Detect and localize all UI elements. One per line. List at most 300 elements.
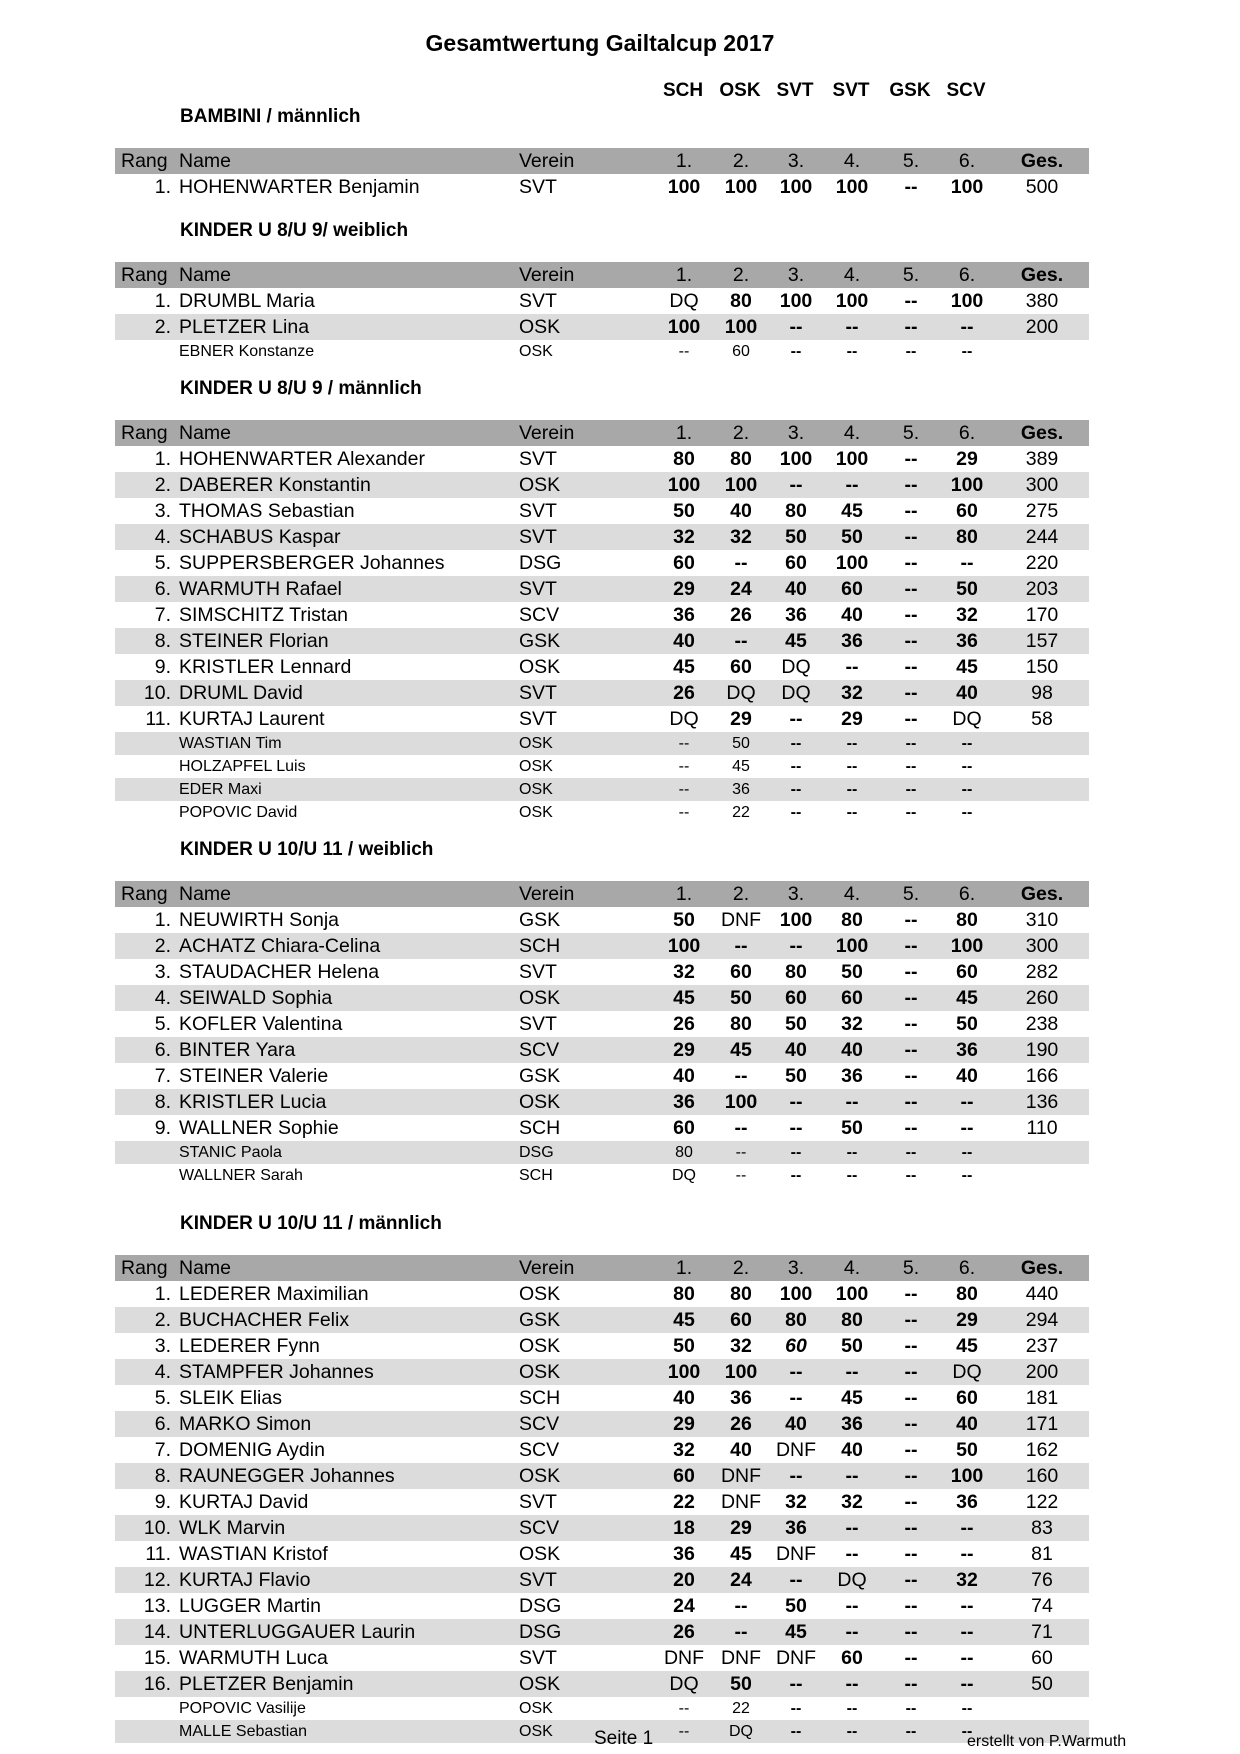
- column-header-race: 3.: [787, 264, 805, 286]
- result-cell: --: [961, 1167, 973, 1184]
- result-cell: --: [905, 1723, 917, 1740]
- total-cell: 98: [1031, 682, 1053, 704]
- result-cell: 100: [779, 176, 813, 198]
- page-number: Seite 1: [594, 1728, 654, 1749]
- table-row: [115, 706, 1089, 732]
- total-cell: 60: [1031, 1647, 1053, 1669]
- column-header-race: 6.: [958, 264, 976, 286]
- result-cell: 100: [835, 290, 869, 312]
- column-header-total: Ges.: [1020, 422, 1064, 444]
- result-cell: --: [960, 1091, 974, 1113]
- column-header-club: Verein: [519, 1257, 575, 1279]
- total-cell: 220: [1025, 552, 1059, 574]
- result-cell: --: [904, 1543, 918, 1565]
- result-cell: 36: [956, 1039, 978, 1061]
- column-header-race: 6.: [958, 1257, 976, 1279]
- venue-label: SCV: [946, 80, 986, 101]
- name-cell: BUCHACHER Felix: [179, 1309, 350, 1331]
- column-header-race: 5.: [902, 1257, 920, 1279]
- result-cell: 100: [835, 1283, 869, 1305]
- column-header-race: 4.: [843, 150, 861, 172]
- club-cell: GSK: [519, 1309, 561, 1331]
- name-cell: SUPPERSBERGER Johannes: [179, 552, 445, 574]
- name-cell: MALLE Sebastian: [179, 1723, 308, 1740]
- rank-cell: 6.: [154, 578, 171, 600]
- club-cell: OSK: [519, 735, 553, 752]
- unranked-row: [115, 340, 1089, 363]
- column-header-rank: Rang: [121, 264, 168, 286]
- result-cell: --: [790, 343, 802, 360]
- result-cell: 29: [956, 1309, 978, 1331]
- result-cell: --: [904, 1465, 918, 1487]
- total-cell: 160: [1025, 1465, 1059, 1487]
- result-cell: DQ: [837, 1569, 867, 1591]
- result-cell: --: [789, 474, 803, 496]
- rank-cell: 3.: [154, 961, 171, 983]
- result-cell: --: [789, 1465, 803, 1487]
- table-row: [115, 446, 1089, 472]
- result-cell: 32: [956, 1569, 978, 1591]
- name-cell: KURTAJ Laurent: [179, 708, 325, 730]
- name-cell: HOLZAPFEL Luis: [179, 758, 306, 775]
- result-cell: 60: [730, 961, 752, 983]
- column-header-race: 5.: [902, 422, 920, 444]
- page-title: Gesamtwertung Gailtalcup 2017: [425, 30, 775, 56]
- result-cell: DNF: [775, 1543, 817, 1565]
- result-cell: --: [846, 781, 858, 798]
- result-cell: --: [734, 630, 748, 652]
- category-title: KINDER U 10/U 11 / weiblich: [180, 839, 434, 860]
- name-cell: DRUMBL Maria: [179, 290, 315, 312]
- result-cell: 80: [785, 1309, 807, 1331]
- column-header-race: 3.: [787, 883, 805, 905]
- name-cell: KOFLER Valentina: [179, 1013, 343, 1035]
- author-note: erstellt von P.Warmuth: [967, 1733, 1127, 1750]
- column-header-race: 6.: [958, 150, 976, 172]
- club-cell: SVT: [519, 290, 557, 312]
- column-header-name: Name: [179, 883, 232, 905]
- unranked-row: [115, 755, 1089, 778]
- column-header-total: Ges.: [1020, 883, 1064, 905]
- rank-cell: 11.: [145, 708, 171, 730]
- total-cell: 300: [1025, 474, 1059, 496]
- result-cell: --: [904, 656, 918, 678]
- result-cell: 45: [732, 758, 750, 775]
- table-row: [115, 680, 1089, 706]
- result-cell: 50: [841, 961, 863, 983]
- result-cell: 100: [835, 176, 869, 198]
- result-cell: 20: [673, 1569, 695, 1591]
- table-row: [115, 1671, 1089, 1697]
- name-cell: WALLNER Sophie: [179, 1117, 339, 1139]
- rank-cell: 6.: [154, 1039, 171, 1061]
- result-cell: 22: [732, 804, 750, 821]
- column-header-race: 5.: [902, 264, 920, 286]
- result-cell: --: [904, 909, 918, 931]
- name-cell: EBNER Konstanze: [179, 343, 315, 360]
- column-header-race: 1.: [675, 150, 693, 172]
- club-cell: SCH: [519, 1167, 553, 1184]
- rank-cell: 2.: [154, 935, 171, 957]
- result-cell: 45: [841, 500, 863, 522]
- result-cell: --: [790, 758, 802, 775]
- result-cell: 36: [956, 630, 978, 652]
- result-cell: --: [961, 758, 973, 775]
- result-cell: 80: [730, 1283, 752, 1305]
- name-cell: UNTERLUGGAUER Laurin: [179, 1621, 416, 1643]
- rank-cell: 7.: [154, 1439, 171, 1461]
- result-cell: 40: [673, 1065, 695, 1087]
- result-cell: 60: [956, 1387, 978, 1409]
- result-cell: --: [789, 1569, 803, 1591]
- result-cell: --: [905, 781, 917, 798]
- table-row: [115, 1411, 1089, 1437]
- result-cell: 60: [841, 578, 863, 600]
- result-cell: DQ: [781, 682, 811, 704]
- table-row: [115, 1619, 1089, 1645]
- result-cell: 100: [950, 1465, 984, 1487]
- result-cell: 32: [673, 1439, 695, 1461]
- result-cell: 45: [956, 656, 978, 678]
- result-cell: 100: [667, 316, 701, 338]
- result-cell: 100: [667, 474, 701, 496]
- result-cell: --: [905, 758, 917, 775]
- result-cell: 40: [785, 1413, 807, 1435]
- result-cell: --: [904, 1387, 918, 1409]
- total-cell: 166: [1025, 1065, 1059, 1087]
- result-cell: 40: [785, 578, 807, 600]
- result-cell: --: [905, 1700, 917, 1717]
- club-cell: OSK: [519, 343, 553, 360]
- result-cell: --: [904, 290, 918, 312]
- result-cell: --: [904, 1621, 918, 1643]
- result-cell: --: [960, 1595, 974, 1617]
- result-cell: --: [960, 316, 974, 338]
- column-header-name: Name: [179, 150, 232, 172]
- result-cell: --: [789, 1387, 803, 1409]
- result-cell: --: [734, 1065, 748, 1087]
- result-cell: 22: [732, 1700, 750, 1717]
- result-cell: 50: [730, 987, 752, 1009]
- result-cell: --: [905, 735, 917, 752]
- unranked-row: [115, 778, 1089, 801]
- column-header-race: 2.: [732, 150, 750, 172]
- result-cell: --: [678, 1723, 690, 1740]
- result-cell: 100: [835, 552, 869, 574]
- result-cell: --: [904, 578, 918, 600]
- result-cell: --: [904, 1013, 918, 1035]
- column-header-rank: Rang: [121, 150, 168, 172]
- result-cell: 36: [841, 630, 863, 652]
- result-cell: --: [905, 1144, 917, 1161]
- result-cell: 40: [841, 1039, 863, 1061]
- column-header-race: 5.: [902, 883, 920, 905]
- result-cell: --: [904, 500, 918, 522]
- table-row: [115, 1281, 1089, 1307]
- rank-cell: 9.: [154, 1491, 171, 1513]
- result-cell: 45: [730, 1039, 752, 1061]
- unranked-row: [115, 1141, 1089, 1164]
- table-row: [115, 576, 1089, 602]
- result-cell: DNF: [775, 1439, 817, 1461]
- result-cell: --: [904, 987, 918, 1009]
- club-cell: OSK: [519, 1700, 553, 1717]
- result-cell: --: [904, 1039, 918, 1061]
- total-cell: 389: [1025, 448, 1059, 470]
- result-cell: 100: [950, 935, 984, 957]
- total-cell: 282: [1025, 961, 1059, 983]
- result-cell: 60: [956, 500, 978, 522]
- column-header-race: 3.: [787, 1257, 805, 1279]
- result-cell: --: [678, 735, 690, 752]
- club-cell: SVT: [519, 1491, 557, 1513]
- result-cell: 100: [835, 448, 869, 470]
- total-cell: 275: [1025, 500, 1059, 522]
- result-cell: --: [678, 1700, 690, 1717]
- result-cell: 50: [673, 500, 695, 522]
- table-row: [115, 1333, 1089, 1359]
- result-cell: --: [846, 758, 858, 775]
- column-header-club: Verein: [519, 150, 575, 172]
- name-cell: PLETZER Benjamin: [179, 1673, 354, 1695]
- result-cell: 40: [673, 630, 695, 652]
- result-cell: 26: [673, 682, 695, 704]
- table-row: [115, 1011, 1089, 1037]
- rank-cell: 1.: [154, 290, 171, 312]
- rank-cell: 15.: [143, 1647, 171, 1669]
- result-cell: --: [961, 1144, 973, 1161]
- result-cell: --: [961, 804, 973, 821]
- result-cell: --: [845, 1091, 859, 1113]
- column-header-club: Verein: [519, 422, 575, 444]
- result-cell: --: [845, 316, 859, 338]
- rank-cell: 5.: [154, 1387, 171, 1409]
- result-cell: --: [845, 656, 859, 678]
- table-header-row: [115, 881, 1089, 907]
- column-header-race: 1.: [675, 422, 693, 444]
- total-cell: 71: [1031, 1621, 1053, 1643]
- result-cell: 36: [673, 604, 695, 626]
- result-cell: --: [905, 1167, 917, 1184]
- result-cell: 32: [730, 1335, 752, 1357]
- result-cell: 100: [950, 176, 984, 198]
- club-cell: GSK: [519, 630, 561, 652]
- result-cell: --: [789, 708, 803, 730]
- total-cell: 238: [1025, 1013, 1059, 1035]
- result-cell: 32: [841, 1013, 863, 1035]
- club-cell: SCH: [519, 935, 561, 957]
- table-row: [115, 907, 1089, 933]
- result-cell: 80: [785, 500, 807, 522]
- result-cell: --: [678, 804, 690, 821]
- result-cell: 40: [730, 1439, 752, 1461]
- table-row: [115, 1037, 1089, 1063]
- club-cell: SVT: [519, 578, 557, 600]
- result-cell: 26: [730, 1413, 752, 1435]
- rank-cell: 7.: [154, 604, 171, 626]
- result-cell: 80: [956, 909, 978, 931]
- table-header-row: [115, 1255, 1089, 1281]
- club-cell: SCV: [519, 1517, 560, 1539]
- club-cell: SVT: [519, 961, 557, 983]
- result-cell: --: [846, 1700, 858, 1717]
- rank-cell: 2.: [154, 1309, 171, 1331]
- result-cell: --: [904, 961, 918, 983]
- rank-cell: 8.: [154, 1091, 171, 1113]
- venue-label: SCH: [662, 80, 704, 101]
- venue-label: OSK: [719, 80, 761, 101]
- result-cell: 100: [779, 448, 813, 470]
- club-cell: SCH: [519, 1387, 561, 1409]
- result-cell: --: [734, 552, 748, 574]
- name-cell: STEINER Valerie: [179, 1065, 329, 1087]
- rank-cell: 3.: [154, 1335, 171, 1357]
- club-cell: SVT: [519, 1013, 557, 1035]
- rank-cell: 4.: [154, 987, 171, 1009]
- result-cell: --: [960, 1673, 974, 1695]
- result-cell: 80: [956, 1283, 978, 1305]
- table-header-row: [115, 420, 1089, 446]
- unranked-row: [115, 1164, 1089, 1187]
- result-cell: 45: [785, 630, 807, 652]
- result-cell: --: [734, 935, 748, 957]
- club-cell: SVT: [519, 1569, 557, 1591]
- result-cell: 36: [785, 1517, 807, 1539]
- result-cell: DQ: [669, 290, 699, 312]
- result-cell: 24: [673, 1595, 695, 1617]
- result-cell: 50: [732, 735, 750, 752]
- result-cell: 32: [841, 682, 863, 704]
- rank-cell: 8.: [154, 630, 171, 652]
- table-row: [115, 1385, 1089, 1411]
- result-cell: --: [905, 804, 917, 821]
- table-row: [115, 472, 1089, 498]
- name-cell: WALLNER Sarah: [179, 1167, 303, 1184]
- result-cell: 32: [841, 1491, 863, 1513]
- name-cell: WLK Marvin: [179, 1517, 286, 1539]
- name-cell: KRISTLER Lucia: [179, 1091, 327, 1113]
- result-cell: 80: [673, 1283, 695, 1305]
- result-cell: 22: [673, 1491, 695, 1513]
- result-cell: 45: [673, 656, 695, 678]
- total-cell: 74: [1031, 1595, 1053, 1617]
- result-cell: 50: [841, 526, 863, 548]
- result-cell: 45: [673, 1309, 695, 1331]
- column-header-race: 4.: [843, 883, 861, 905]
- club-cell: SVT: [519, 176, 557, 198]
- name-cell: BINTER Yara: [179, 1039, 296, 1061]
- rank-cell: 9.: [154, 1117, 171, 1139]
- name-cell: SCHABUS Kaspar: [179, 526, 341, 548]
- result-cell: --: [845, 1361, 859, 1383]
- club-cell: OSK: [519, 781, 553, 798]
- club-cell: DSG: [519, 1595, 562, 1617]
- result-cell: DNF: [663, 1647, 705, 1669]
- result-cell: DQ: [726, 682, 756, 704]
- result-cell: --: [845, 1621, 859, 1643]
- name-cell: PLETZER Lina: [179, 316, 310, 338]
- total-cell: 171: [1025, 1413, 1059, 1435]
- result-cell: 60: [785, 987, 807, 1009]
- result-cell: 36: [673, 1543, 695, 1565]
- result-cell: 40: [841, 604, 863, 626]
- table-row: [115, 524, 1089, 550]
- result-cell: --: [789, 316, 803, 338]
- name-cell: WASTIAN Tim: [179, 735, 282, 752]
- result-cell: 40: [956, 1065, 978, 1087]
- table-row: [115, 1115, 1089, 1141]
- club-cell: OSK: [519, 1723, 553, 1740]
- unranked-row: [115, 801, 1089, 824]
- category-title: KINDER U 8/U 9 / männlich: [180, 378, 422, 399]
- result-cell: DNF: [720, 1647, 762, 1669]
- result-cell: 100: [667, 176, 701, 198]
- result-cell: 100: [779, 909, 813, 931]
- category-title: KINDER U 8/U 9/ weiblich: [180, 220, 409, 241]
- result-cell: 32: [956, 604, 978, 626]
- result-cell: --: [904, 526, 918, 548]
- column-header-race: 2.: [732, 264, 750, 286]
- result-cell: --: [904, 1491, 918, 1513]
- name-cell: KRISTLER Lennard: [179, 656, 352, 678]
- result-cell: --: [905, 343, 917, 360]
- total-cell: 310: [1025, 909, 1059, 931]
- result-cell: --: [790, 781, 802, 798]
- result-cell: DNF: [720, 1491, 762, 1513]
- rank-cell: 12.: [143, 1569, 171, 1591]
- result-cell: 100: [667, 1361, 701, 1383]
- result-cell: --: [734, 1621, 748, 1643]
- rank-cell: 3.: [154, 500, 171, 522]
- club-cell: SVT: [519, 448, 557, 470]
- result-cell: --: [789, 1673, 803, 1695]
- result-cell: 50: [785, 1595, 807, 1617]
- result-cell: 40: [785, 1039, 807, 1061]
- result-cell: DQ: [669, 1673, 699, 1695]
- result-cell: 50: [956, 1439, 978, 1461]
- result-cell: 29: [730, 708, 752, 730]
- result-cell: 100: [779, 290, 813, 312]
- total-cell: 237: [1025, 1335, 1059, 1357]
- total-cell: 294: [1025, 1309, 1059, 1331]
- result-cell: 100: [779, 1283, 813, 1305]
- total-cell: 81: [1031, 1543, 1053, 1565]
- table-row: [115, 959, 1089, 985]
- total-cell: 150: [1025, 656, 1059, 678]
- result-cell: --: [904, 1091, 918, 1113]
- result-cell: 50: [673, 909, 695, 931]
- result-cell: 32: [730, 526, 752, 548]
- table-row: [115, 628, 1089, 654]
- result-cell: --: [904, 630, 918, 652]
- result-cell: 32: [673, 526, 695, 548]
- result-cell: DQ: [672, 1167, 696, 1184]
- result-cell: 80: [675, 1144, 693, 1161]
- result-cell: --: [960, 1517, 974, 1539]
- result-cell: 80: [841, 1309, 863, 1331]
- total-cell: 190: [1025, 1039, 1059, 1061]
- result-cell: 80: [673, 448, 695, 470]
- total-cell: 58: [1031, 708, 1053, 730]
- rank-cell: 4.: [154, 526, 171, 548]
- result-cell: --: [960, 1543, 974, 1565]
- column-header-race: 4.: [843, 1257, 861, 1279]
- result-cell: --: [789, 1117, 803, 1139]
- club-cell: OSK: [519, 1335, 561, 1357]
- club-cell: OSK: [519, 1543, 561, 1565]
- name-cell: HOHENWARTER Benjamin: [179, 176, 420, 198]
- column-header-name: Name: [179, 422, 232, 444]
